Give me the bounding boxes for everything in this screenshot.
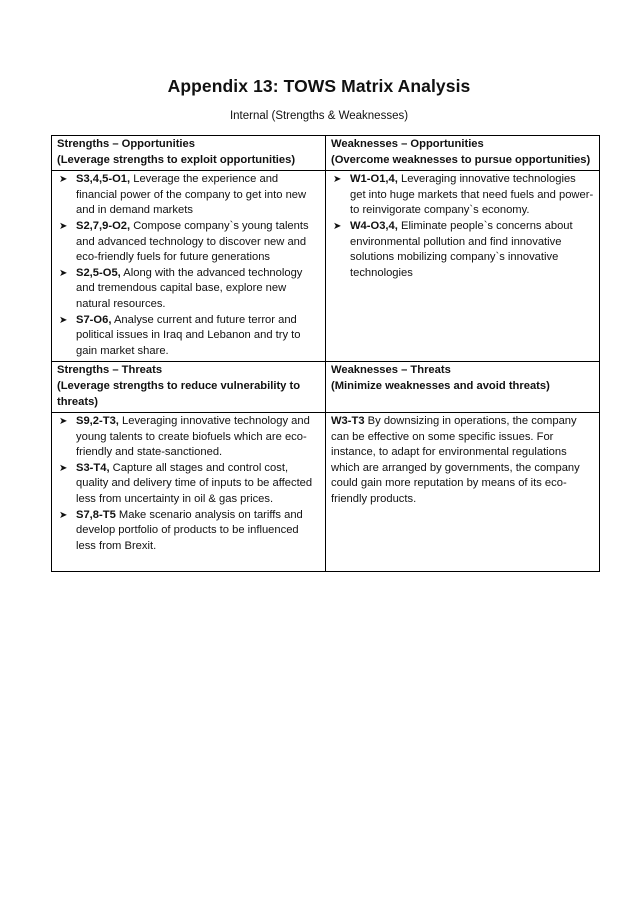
strategy-code: S7-O6, — [76, 313, 112, 326]
strategy-code: S2,7,9-O2, — [76, 219, 131, 232]
arrow-bullet-icon: ➤ — [333, 220, 342, 232]
header-row-threats — [52, 362, 600, 413]
strategy-text: Leverage the experience and financial power of the company to get into new and in demand markets — [76, 173, 307, 217]
content-row-threats — [52, 413, 600, 572]
header-row-opportunities — [52, 136, 600, 171]
so-content-cell — [52, 171, 326, 362]
page-subtitle: Internal (Strengths & Weaknesses) — [229, 110, 409, 122]
strategy-text: By downsizing in operations, the company can be effective on some specific issues. For instance, to adapt for environmental regulations which are arranged by governments, the company could gain more reputation by means of its eco-friendly products. — [331, 415, 580, 506]
content-row-opportunities — [52, 171, 600, 362]
strategy-text: Make scenario analysis on tariffs and develop portfolio of products to be influenced less from Brexit. — [76, 508, 303, 552]
wt-content-cell — [326, 413, 600, 572]
arrow-bullet-icon: ➤ — [59, 267, 68, 279]
arrow-bullet-icon: ➤ — [59, 220, 68, 232]
strategy-text: Eliminate people`s concerns about environmental pollution and find innovative solutions mobilizing company`s innovative technologies — [350, 219, 573, 279]
list-item — [57, 414, 320, 461]
wo-subheading: (Overcome weaknesses to pursue opportunities) — [331, 153, 591, 166]
arrow-bullet-icon: ➤ — [59, 314, 68, 326]
list-item — [57, 172, 320, 219]
st-header-cell — [52, 362, 326, 413]
wt-header-cell — [326, 362, 600, 413]
strategy-code: S9,2-T3, — [76, 415, 119, 428]
arrow-bullet-icon: ➤ — [59, 174, 68, 186]
list-item — [57, 461, 320, 508]
strategy-code: S3,4,5-O1, — [76, 173, 131, 186]
arrow-bullet-icon: ➤ — [59, 416, 68, 428]
st-subheading: (Leverage strengths to reduce vulnerability to threats) — [57, 379, 301, 408]
so-header-cell — [52, 136, 326, 171]
strategy-code: W3-T3 — [331, 415, 365, 428]
so-subheading: (Leverage strengths to exploit opportunities) — [57, 153, 296, 166]
strategy-code: S2,5-O5, — [76, 266, 121, 279]
list-item — [331, 172, 594, 219]
strategy-code: W1-O1,4, — [350, 173, 398, 186]
strategy-code: S3-T4, — [76, 461, 110, 474]
strategy-text: Leveraging innovative technologies get into huge markets that need fuels and power- to reinvigorate company`s economy. — [350, 173, 594, 217]
wt-heading: Weaknesses – Threats — [331, 364, 451, 377]
strategy-text: Capture all stages and control cost, quality and delivery time of inputs to be affected less from uncertainty in oil & gas prices. — [76, 461, 313, 506]
list-item — [331, 219, 594, 281]
wo-content-cell — [326, 171, 600, 362]
strategy-text: Analyse current and future terror and political issues in Iraq and Lebanon and try to gain market share. — [76, 313, 301, 357]
list-item — [57, 313, 320, 360]
wt-subheading: (Minimize weaknesses and avoid threats) — [331, 379, 550, 392]
wo-header-cell — [326, 136, 600, 171]
st-content-cell — [52, 413, 326, 572]
strategy-code: S7,8-T5 — [76, 508, 116, 521]
wt-paragraph — [331, 414, 594, 508]
strategy-text: Along with the advanced technology and tremendous capital base, explore new natural resources. — [76, 266, 303, 310]
arrow-bullet-icon: ➤ — [59, 509, 68, 521]
page-title: Appendix 13: TOWS Matrix Analysis — [167, 76, 471, 96]
list-item — [57, 508, 320, 555]
wo-heading: Weaknesses – Opportunities — [331, 138, 484, 150]
strategy-text: Leveraging innovative technology and young talents to create biofuels which are eco-friendly and state-sanctioned. — [76, 415, 310, 459]
list-item — [57, 266, 320, 313]
list-item — [57, 219, 320, 266]
so-heading: Strengths – Opportunities — [57, 138, 195, 150]
tows-matrix-table — [51, 135, 600, 572]
strategy-text: Compose company`s young talents and advanced technology to discover new and eco-friendly fuels for future generations — [76, 219, 309, 264]
st-heading: Strengths – Threats — [57, 364, 163, 377]
arrow-bullet-icon: ➤ — [333, 174, 342, 186]
strategy-code: W4-O3,4, — [350, 219, 398, 232]
arrow-bullet-icon: ➤ — [59, 462, 68, 474]
